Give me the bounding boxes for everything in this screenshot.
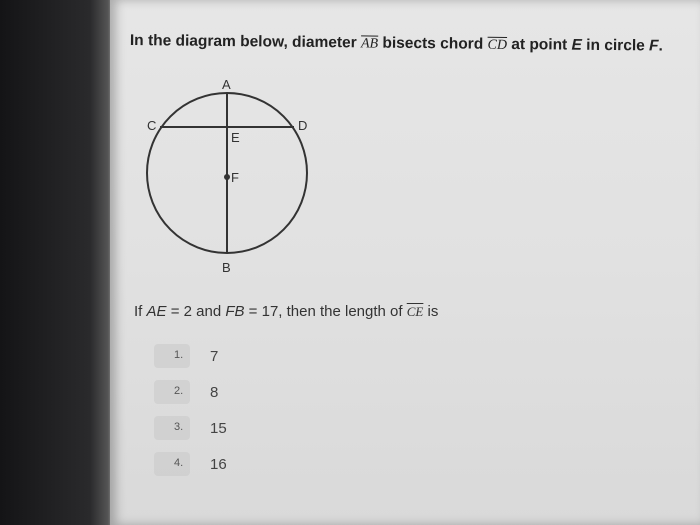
choice-bubble[interactable] [154,416,190,440]
monitor-screen [110,0,700,525]
segment-fb-label: FB [225,303,245,320]
answer-choice-3[interactable] [154,412,354,448]
segment-cd-label: $\overline{CD}$ [487,37,508,53]
choice-number: 4. [174,457,184,469]
question-part: at point [506,35,572,54]
question-part: . [658,37,663,55]
question-part: In the diagram below, diameter [129,32,362,52]
choice-value: 15 [210,420,227,437]
question-part: in circle [581,36,650,55]
given-part: = 17, then the length of [244,303,407,320]
answer-choice-1[interactable] [154,340,354,376]
diagram-label-e: E [231,130,240,145]
choice-value: 16 [210,456,227,473]
point-f-label: F [649,37,659,55]
center-point-f [224,174,230,180]
diagram-label-f: F [231,170,239,185]
choice-bubble[interactable] [154,452,190,476]
choice-number: 3. [174,421,184,433]
given-part: If [134,303,147,320]
question-text [130,32,663,56]
choice-value: 8 [210,384,219,401]
choice-number: 1. [174,349,184,361]
choice-value: 7 [210,348,219,365]
diagram-label-c: C [147,118,157,133]
choice-bubble[interactable] [154,344,190,368]
diagram-label-b: B [222,260,231,275]
answer-choice-4[interactable] [154,448,354,484]
segment-ab-label: $\overline{AB}$ [360,36,379,52]
point-e-label: E [571,36,582,54]
given-text [134,303,438,320]
diagram-label-a: A [222,77,231,92]
circle-diagram [130,70,320,280]
diagram-label-d: D [298,118,308,133]
choice-bubble[interactable] [154,380,190,404]
answer-choice-2[interactable] [154,376,354,412]
answer-choices [154,340,354,484]
choice-number: 2. [174,385,184,397]
given-part: = 2 and [166,303,226,320]
question-part: bisects chord [378,34,488,53]
segment-ae-label: AE [146,303,167,320]
given-part: is [423,303,439,320]
segment-ce-label: $\overline{CE}$ [406,304,424,319]
